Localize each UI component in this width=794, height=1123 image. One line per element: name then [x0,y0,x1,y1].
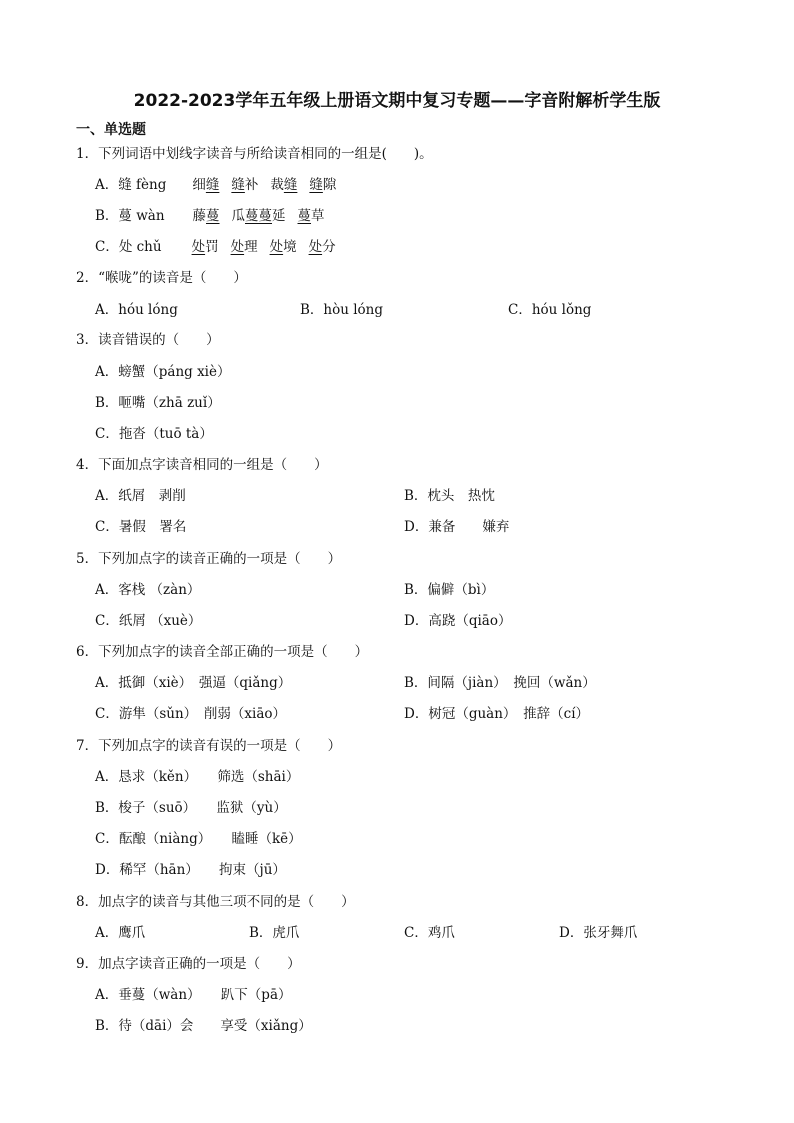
question-8-option-d: D．张牙舞爪 [559,925,638,941]
question-9-option-b: B．待（dāi）会 享受（xiǎng） [95,1018,312,1034]
section-heading: 一、单选题 [76,122,146,138]
question-2-option-a: A．hóu lóng [95,302,178,318]
question-4-stem: 4．下面加点字读音相同的一组是（ ） [76,457,328,473]
question-1-stem: 1．下列词语中划线字读音与所给读音相同的一组是( )。 [76,146,433,162]
question-7-option-d: D．稀罕（hān） 拘束（jū） [95,862,286,878]
question-6-option-c: C．游隼（sǔn） 削弱（xiāo） [95,706,287,722]
question-3-option-c: C．拖沓（tuō tà） [95,426,213,442]
question-6-option-a: A．抵御（xiè） 强逼（qiǎng） [95,675,292,691]
question-7-option-c: C．酝酿（niàng） 瞌睡（kē） [95,831,302,847]
question-1-option-a: A．缝 fèng 细缝 缝补 裁缝 缝隙 [95,177,337,193]
question-7-option-b: B．梭子（suō） 监狱（yù） [95,800,287,816]
question-7-option-a: A．恳求（kěn） 筛选（shāi） [95,769,300,785]
question-5-option-a: A．客栈 （zàn） [95,582,201,598]
question-6-option-b: B．间隔（jiàn） 挽回（wǎn） [404,675,596,691]
question-8-stem: 8．加点字的读音与其他三项不同的是（ ） [76,894,355,910]
question-1-option-b: B．蔓 wàn 藤蔓 瓜蔓蔓延 蔓草 [95,208,325,224]
question-2-stem: 2．“喉咙”的读音是（ ） [76,270,247,286]
question-9-option-a: A．垂蔓（wàn） 趴下（pā） [95,987,292,1003]
question-5-option-c: C．纸屑 （xuè） [95,613,202,629]
question-8-option-b: B．虎爪 [249,925,300,941]
question-4-option-b: B．枕头 热忱 [404,488,495,504]
question-3-option-b: B．咂嘴（zhā zuǐ） [95,395,221,411]
question-5-option-d: D．高跷（qiāo） [404,613,512,629]
question-2-option-c: C．hóu lǒng [508,302,592,318]
question-9-stem: 9．加点字读音正确的一项是（ ） [76,956,301,972]
question-7-stem: 7．下列加点字的读音有误的一项是（ ） [76,738,342,754]
question-3-stem: 3．读音错误的（ ） [76,332,220,348]
question-6-option-d: D．树冠（guàn） 推辞（cí） [404,706,590,722]
question-1-option-c: C．处 chǔ 处罚 处理 处境 处分 [95,239,336,255]
question-6-stem: 6．下列加点字的读音全部正确的一项是（ ） [76,644,369,660]
question-8-option-c: C．鸡爪 [404,925,455,941]
question-4-option-a: A．纸屑 剥削 [95,488,186,504]
question-4-option-d: D．兼备 嫌弃 [404,519,510,535]
page-title: 2022-2023学年五年级上册语文期中复习专题——字音附解析学生版 [133,91,661,111]
question-5-option-b: B．偏僻（bì） [404,582,495,598]
question-4-option-c: C．暑假 署名 [95,519,187,535]
question-2-option-b: B．hòu lóng [300,302,384,318]
question-5-stem: 5．下列加点字的读音正确的一项是（ ） [76,551,342,567]
question-3-option-a: A．螃蟹（páng xiè） [95,364,231,380]
question-8-option-a: A．鹰爪 [95,925,146,941]
